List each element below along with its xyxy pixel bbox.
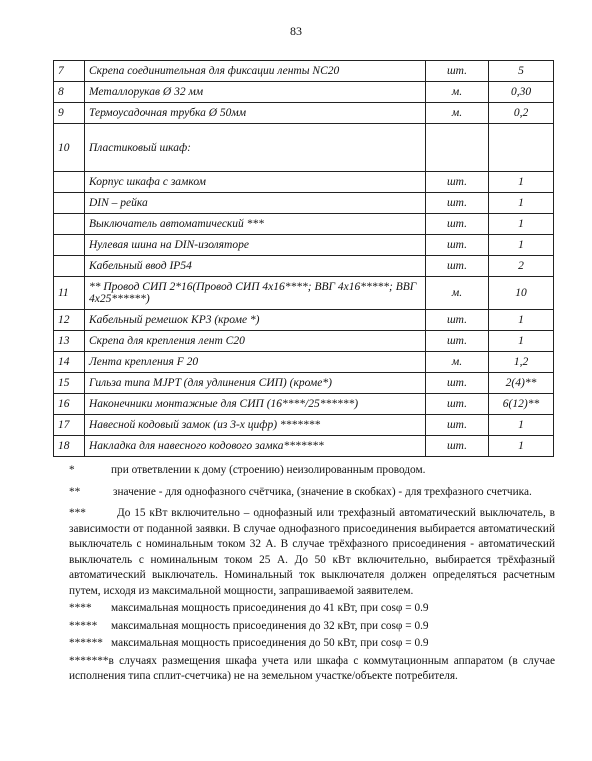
row-number: 12 [54,310,85,331]
row-item-name: Термоусадочная трубка Ø 50мм [85,103,426,124]
materials-table-body [54,61,554,457]
row-item-name: Скрепа соединительная для фиксации ленты NC20 [85,61,426,82]
row-item-name: Накладка для навесного кодового замка******* [85,436,426,457]
table-row [54,235,554,256]
row-quantity: 1 [489,193,554,214]
row-unit: шт. [426,394,489,415]
row-item-name: Кабельный ввод IP54 [85,256,426,277]
footnote-4-text: максимальная мощность присоединения до 41 кВт, при cosφ = 0.9 [111,602,429,614]
table-row [54,214,554,235]
row-quantity: 1 [489,172,554,193]
footnote-7 [69,654,555,685]
row-quantity: 0,2 [489,103,554,124]
footnote-3 [69,506,555,599]
table-row [54,256,554,277]
footnote-5-text: максимальная мощность присоединения до 32 кВт, при cosφ = 0.9 [111,619,429,632]
row-unit: шт. [426,256,489,277]
row-quantity: 1,2 [489,352,554,373]
table-row [54,103,554,124]
row-item-name: Корпус шкафа с замком [85,172,426,193]
footnote-7-mark: ******* [69,654,109,667]
row-item-name: Лента крепления F 20 [85,352,426,373]
row-quantity: 10 [489,277,554,310]
footnote-6-mark: ****** [69,637,103,649]
table-row [54,310,554,331]
row-unit: м. [426,352,489,373]
row-quantity: 1 [489,436,554,457]
row-quantity: 6(12)** [489,394,554,415]
table-row [54,61,554,82]
row-item-name: Гильза типа MJPT (для удлинения СИП) (кроме*) [85,373,426,394]
row-number: 14 [54,352,85,373]
row-number [54,214,85,235]
row-item-name: Металлорукав Ø 32 мм [85,82,426,103]
row-quantity: 1 [489,310,554,331]
page-number: 83 [290,24,302,38]
row-quantity: 1 [489,415,554,436]
row-number [54,193,85,214]
footnote-1 [69,463,555,479]
row-quantity: 5 [489,61,554,82]
table-row [54,277,554,310]
row-number: 13 [54,331,85,352]
footnote-4 [69,601,555,617]
table-row [54,82,554,103]
footnote-5 [69,619,555,635]
row-number: 7 [54,61,85,82]
table-row [54,352,554,373]
row-number: 9 [54,103,85,124]
row-unit: шт. [426,415,489,436]
row-quantity [489,124,554,172]
row-unit: шт. [426,436,489,457]
row-quantity: 1 [489,214,554,235]
row-number: 17 [54,415,85,436]
row-number [54,235,85,256]
row-item-name: Скрепа для крепления лент С20 [85,331,426,352]
table-row [54,394,554,415]
footnote-1-text: при ответвлении к дому (строению) неизолированным проводом. [111,464,426,476]
footnote-4-mark: **** [69,602,92,614]
row-number: 11 [54,277,85,310]
table-row [54,373,554,394]
row-unit: м. [426,103,489,124]
row-quantity: 2 [489,256,554,277]
footnote-2 [69,485,555,501]
row-number: 8 [54,82,85,103]
materials-table [53,60,554,457]
row-number: 10 [54,124,85,172]
footnote-3-mark: *** [69,507,86,519]
row-item-name: Навесной кодовый замок (из 3-х цифр) ******* [85,415,426,436]
row-item-name: Пластиковый шкаф: [85,124,426,172]
row-unit: шт. [426,331,489,352]
row-item-name: Выключатель автоматический *** [85,214,426,235]
row-unit: шт. [426,235,489,256]
row-unit: шт. [426,310,489,331]
footnotes [69,463,555,685]
footnote-5-mark: ***** [69,619,98,632]
row-item-name: Кабельный ремешок КР3 (кроме *) [85,310,426,331]
table-row [54,172,554,193]
footnote-2-text: значение - для однофазного счётчика, (значение в скобках) - для трехфазного счетчика. [113,485,532,498]
row-unit: шт. [426,373,489,394]
row-quantity: 1 [489,331,554,352]
row-unit: шт. [426,172,489,193]
row-quantity: 2(4)** [489,373,554,394]
row-number: 16 [54,394,85,415]
footnote-6 [69,636,555,652]
row-number: 15 [54,373,85,394]
row-unit [426,124,489,172]
table-row [54,436,554,457]
table-row [54,331,554,352]
row-item-name: ** Провод СИП 2*16(Провод СИП 4x16****; ВВГ 4x16*****; ВВГ 4x25******) [85,277,426,310]
row-number [54,256,85,277]
table-row [54,124,554,172]
row-quantity: 1 [489,235,554,256]
row-quantity: 0,30 [489,82,554,103]
footnote-1-mark: * [69,464,75,476]
table-row [54,193,554,214]
row-number: 18 [54,436,85,457]
footnote-2-mark: ** [69,485,81,498]
footnote-3-text: До 15 кВт включительно – однофазный или трехфазный автоматический выключатель, в зависимости от поданной заявки. В случае однофазного присоединения выбирается автоматический выключатель с номинальным током 32 А. В случае трёхфазного присоединения - автоматический выключатель с номинальным током 25 А. До 50 кВт включительно, выбирается трёхфазный автоматический выключатель. Номинальный ток выключателя должен определяться расчетным путем, исходя из максимальной мощности, запрашиваемой заявителем. [69,507,555,597]
row-unit: шт. [426,214,489,235]
row-item-name: Наконечники монтажные для СИП (16****/25******) [85,394,426,415]
footnote-6-text: максимальная мощность присоединения до 50 кВт, при cosφ = 0.9 [111,637,429,649]
row-unit: м. [426,277,489,310]
row-unit: шт. [426,193,489,214]
row-item-name: DIN – рейка [85,193,426,214]
row-unit: м. [426,82,489,103]
footnote-7-text: в случаях размещения шкафа учета или шкафа с коммутационным аппаратом (в случае исполнения типа сплит-счетчика) не на земельном участке/объекте потребителя. [69,654,555,682]
table-row [54,415,554,436]
row-item-name: Нулевая шина на DIN-изоляторе [85,235,426,256]
row-unit: шт. [426,61,489,82]
row-number [54,172,85,193]
